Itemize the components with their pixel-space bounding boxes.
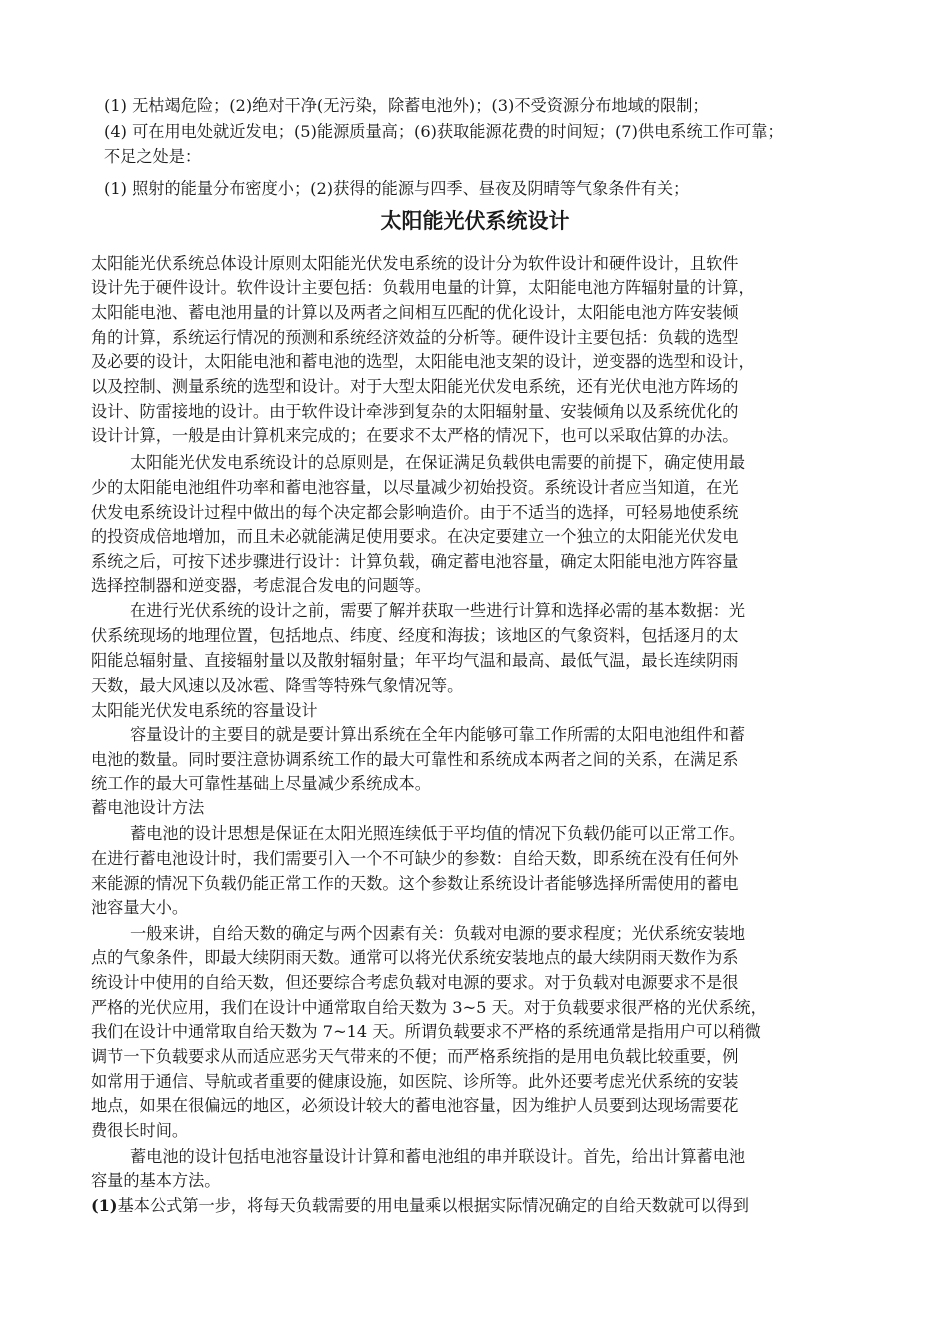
paragraph-2-line: 的投资成倍地增加，而且未必就能满足使用要求。在决定要建立一个独立的太阳能光伏发电	[91, 527, 739, 546]
paragraph-6-line: 如常用于通信、导航或者重要的健康设施，如医院、诊所等。此外还要考虑光伏系统的安装	[91, 1072, 739, 1091]
paragraph-2-line: 太阳能光伏发电系统设计的总原则是，在保证满足负载供电需要的前提下，确定使用最	[130, 453, 746, 472]
intro-line-2: (4) 可在用电处就近发电；(5)能源质量高；(6)获取能源花费的时间短；(7)供电系统工作可靠；	[104, 122, 784, 141]
paragraph-1-line: 设计、防雷接地的设计。由于软件设计牵涉到复杂的太阳辐射量、安装倾角以及系统优化的	[91, 402, 739, 421]
paragraph-6-line: 统设计中使用的自给天数，但还要综合考虑负载对电源的要求。对于负载对电源要求不是很	[91, 973, 739, 992]
paragraph-6-line: 费很长时间。	[91, 1121, 189, 1140]
paragraph-3-line: 在进行光伏系统的设计之前，需要了解并获取一些进行计算和选择必需的基本数据：光	[130, 601, 746, 620]
paragraph-3-line: 阳能总辐射量、直接辐射量以及散射辐射量；年平均气温和最高、最低气温，最长连续阴雨	[91, 651, 739, 670]
paragraph-6-line: 一般来讲，自给天数的确定与两个因素有关：负载对电源的要求程度；光伏系统安装地	[130, 924, 746, 943]
paragraph-8-line	[91, 1195, 749, 1217]
paragraph-6-line: 调节一下负载要求从而适应恶劣天气带来的不便；而严格系统指的是用电负载比较重要，例	[91, 1047, 739, 1066]
paragraph-2-line: 少的太阳能电池组件功率和蓄电池容量，以尽量减少初始投资。系统设计者应当知道，在光	[91, 478, 739, 497]
paragraph-1-line: 设计先于硬件设计。软件设计主要包括：负载用电量的计算，太阳能电池方阵辐射量的计算，	[91, 278, 755, 297]
paragraph-1-line: 设计计算，一般是由计算机来完成的；在要求不太严格的情况下，也可以采取估算的办法。	[91, 426, 739, 445]
paragraph-2-line: 伏发电系统设计过程中做出的每个决定都会影响造价。由于不适当的选择，可轻易地使系统	[91, 503, 739, 522]
list-marker: (1)	[91, 1196, 118, 1215]
paragraph-1-line: 以及控制、测量系统的选型和设计。对于大型太阳能光伏发电系统，还有光伏电池方阵场的	[91, 377, 739, 396]
paragraph-1-line: 太阳能光伏系统总体设计原则太阳能光伏发电系统的设计分为软件设计和硬件设计，且软件	[91, 254, 739, 273]
subsection-heading: 太阳能光伏发电系统的容量设计	[91, 701, 318, 720]
paragraph-1-line: 太阳能电池、蓄电池用量的计算以及两者之间相互匹配的优化设计，太阳能电池方阵安装倾	[91, 303, 739, 322]
paragraph-2-line: 选择控制器和逆变器，考虑混合发电的问题等。	[91, 576, 431, 595]
intro-line-3: 不足之处是：	[104, 147, 202, 166]
paragraph-6-line: 我们在设计中通常取自给天数为 7~14 天。所谓负载要求不严格的系统通常是指用户可以稍微	[91, 1022, 761, 1041]
paragraph-4-line: 统工作的最大可靠性基础上尽量减少系统成本。	[91, 774, 431, 793]
paragraph-5-line: 蓄电池的设计思想是保证在太阳光照连续低于平均值的情况下负载仍能可以正常工作。	[130, 824, 746, 843]
paragraph-3-line: 伏系统现场的地理位置，包括地点、纬度、经度和海拔；该地区的气象资料，包括逐月的太	[91, 626, 739, 645]
paragraph-6-line: 点的气象条件，即最大续阴雨天数。通常可以将光伏系统安装地点的最大续阴雨天数作为系	[91, 948, 739, 967]
paragraph-7-line: 蓄电池的设计包括电池容量设计计算和蓄电池组的串并联设计。首先，给出计算蓄电池	[130, 1147, 746, 1166]
paragraph-6-line: 严格的光伏应用，我们在设计中通常取自给天数为 3~5 天。对于负载要求很严格的光伏系统，	[91, 998, 767, 1017]
paragraph-2-line: 系统之后，可按下述步骤进行设计：计算负载，确定蓄电池容量，确定太阳能电池方阵容量	[91, 552, 739, 571]
paragraph-1-line: 角的计算，系统运行情况的预测和系统经济效益的分析等。硬件设计主要包括：负载的选型	[91, 328, 739, 347]
subsection-heading: 蓄电池设计方法	[91, 798, 205, 817]
paragraph-5-line: 在进行蓄电池设计时，我们需要引入一个不可缺少的参数：自给天数，即系统在没有任何外	[91, 849, 739, 868]
paragraph-8-text: 基本公式第一步，将每天负载需要的用电量乘以根据实际情况确定的自给天数就可以得到	[117, 1196, 749, 1215]
intro-line-1: (1) 无枯竭危险；(2)绝对干净(无污染，除蓄电池外)；(3)不受资源分布地域的限制；	[104, 96, 709, 115]
paragraph-1-line: 及必要的设计，太阳能电池和蓄电池的选型，太阳能电池支架的设计，逆变器的选型和设计，	[91, 352, 755, 371]
paragraph-5-line: 池容量大小。	[91, 898, 189, 917]
paragraph-3-line: 天数，最大风速以及冰雹、降雪等特殊气象情况等。	[91, 676, 464, 695]
paragraph-5-line: 来能源的情况下负载仍能正常工作的天数。这个参数让系统设计者能够选择所需使用的蓄电	[91, 874, 739, 893]
paragraph-6-line: 地点，如果在很偏远的地区，必须设计较大的蓄电池容量，因为维护人员要到达现场需要花	[91, 1096, 739, 1115]
paragraph-4-line: 电池的数量。同时要注意协调系统工作的最大可靠性和系统成本两者之间的关系，在满足系	[91, 750, 739, 769]
paragraph-7-line: 容量的基本方法。	[91, 1171, 221, 1190]
intro-line-4: (1) 照射的能量分布密度小；(2)获得的能源与四季、昼夜及阴晴等气象条件有关；	[104, 179, 690, 198]
paragraph-4-line: 容量设计的主要目的就是要计算出系统在全年内能够可靠工作所需的太阳电池组件和蓄	[130, 725, 746, 744]
section-title: 太阳能光伏系统设计	[380, 208, 570, 233]
